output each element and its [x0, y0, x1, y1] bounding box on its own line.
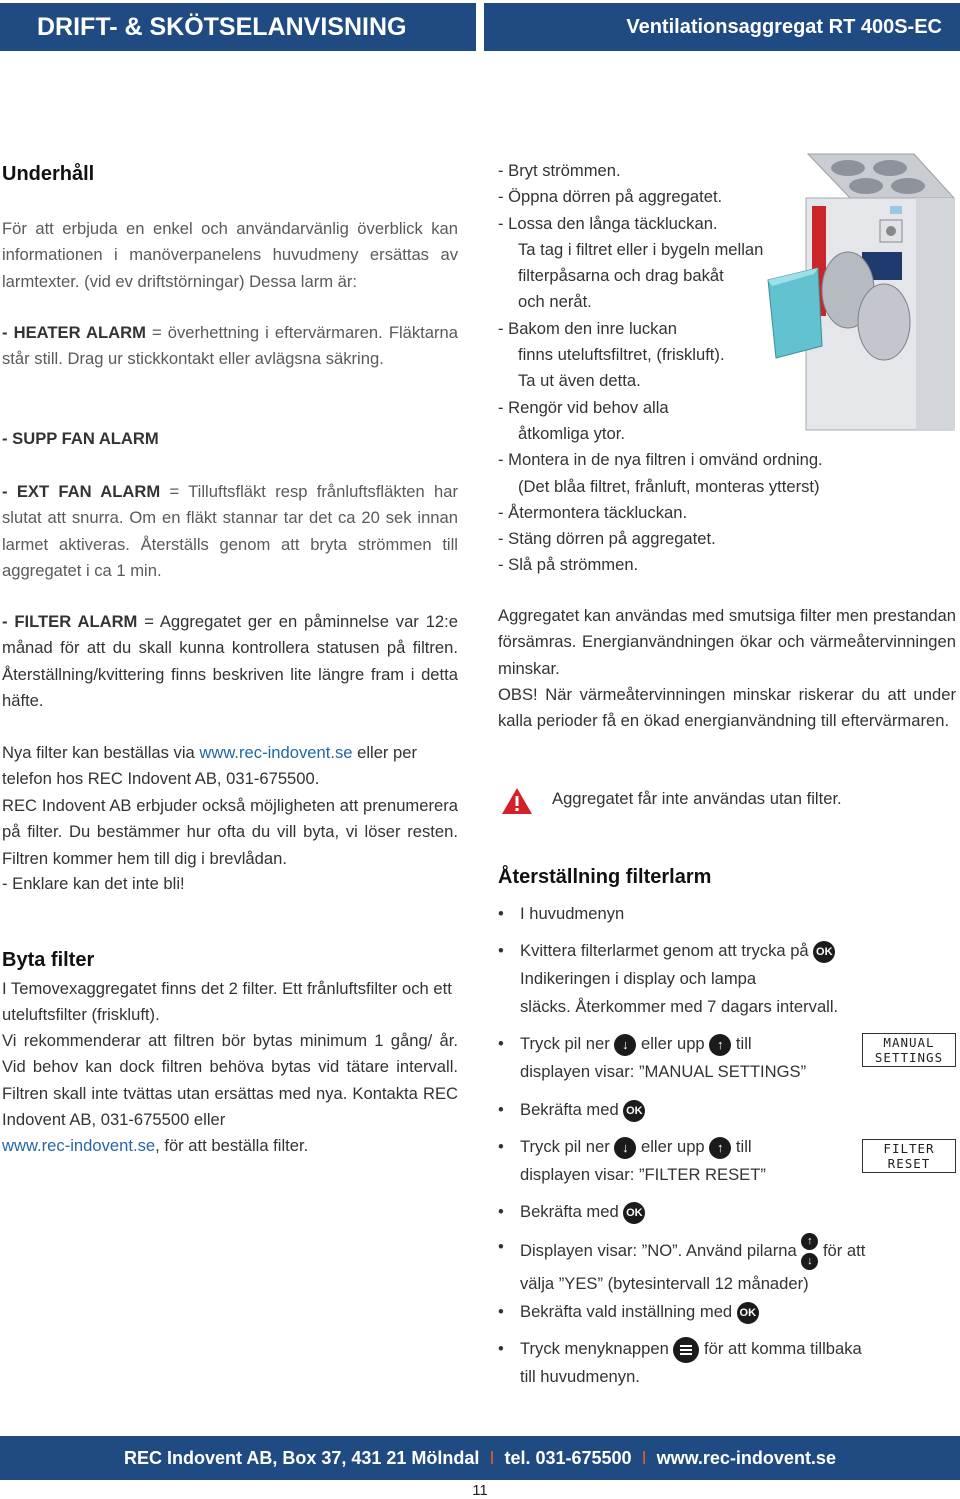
bullet-item	[498, 1198, 645, 1226]
ok-button-icon: OK	[813, 941, 835, 963]
warning-icon	[500, 786, 534, 816]
step: och neråt.	[518, 292, 592, 312]
bullet-item	[498, 1233, 865, 1298]
filter-alarm-desc: = Aggregatet ger en påminnelse var 12:e månad för att du skall kunna kontrollera statusen på filtren. Återställning/kvittering finns beskriven lite längre fram i detta häfte.	[2, 612, 458, 710]
step: finns uteluftsfiltret, (friskluft).	[518, 345, 725, 365]
rek-text: Vi rekommenderar att filtren bör bytas minimum 1 gång/ år. Vid behov kan dock filtren behöva bytas vid tätare intervall. Filtren skall inte tvättas utan ersättas med nya. Kontakta REC Indovent AB, 031-675500 eller	[2, 1031, 458, 1129]
bullet-text: Tryck menyknappen	[520, 1339, 669, 1358]
bullet-text: I huvudmenyn	[520, 904, 625, 923]
arrow-down-icon: ↓	[614, 1034, 636, 1056]
rekommendation-text	[2, 1028, 458, 1159]
bullet-text: eller upp	[641, 1137, 705, 1156]
bullet-text: till	[735, 1034, 752, 1053]
arrow-up-icon: ↑	[801, 1233, 818, 1250]
step: Ta tag i filtret eller i bygeln mellan	[518, 239, 764, 259]
bullet-text: Bekräfta med	[520, 1100, 619, 1119]
bullet-dot: •	[498, 1100, 504, 1119]
step: - Slå på strömmen.	[498, 555, 639, 575]
order-post: eller per telefon hos REC Indovent AB, 031-675500.	[2, 743, 418, 789]
heater-alarm-label: - HEATER ALARM	[2, 323, 146, 342]
bullet-text: Displayen visar: ”NO”. Använd pilarna	[520, 1240, 797, 1260]
lcd-line: FILTER	[883, 1141, 935, 1156]
bullet-text: displayen visar: ”MANUAL SETTINGS”	[520, 1062, 807, 1081]
lcd-line: SETTINGS	[874, 1050, 944, 1065]
bullet-text: Tryck pil ner	[520, 1137, 610, 1156]
bullet-text: Tryck pil ner	[520, 1034, 610, 1053]
order-text	[2, 740, 458, 793]
bullet-text: Bekräfta vald inställning med	[520, 1302, 733, 1321]
ext-fan-alarm-desc: = Tilluftsfläkt resp frånluftsfläkten har slutat att snurra. Om en fläkt stannar tar det ca 20 sek innan larmet aktiveras. Återställs genom att bryta strömmen till aggregatet i ca 1 min.	[2, 482, 458, 580]
step: - Rengör vid behov alla	[498, 397, 669, 417]
bullet-text: till huvudmenyn.	[520, 1367, 640, 1386]
bullet-text: eller upp	[641, 1034, 705, 1053]
warning-text: Aggregatet får inte användas utan filter.	[552, 789, 842, 808]
usage-text: Aggregatet kan användas med smutsiga filter men prestandan försämras. Energianvändningen ökar och värmeåtervinningen minskar.	[498, 606, 956, 678]
byta-filter-heading: Byta filter	[2, 949, 95, 971]
step: - Öppna dörren på aggregatet.	[498, 187, 723, 207]
step: - Lossa den långa täckluckan.	[498, 213, 718, 233]
bullet-dot: •	[498, 1034, 504, 1053]
header-right-title: Ventilationsaggregat RT 400S-EC	[484, 3, 960, 51]
bullet-item	[498, 1096, 645, 1124]
bullet-dot: •	[498, 941, 504, 960]
bullet-item	[498, 1133, 766, 1189]
ok-button-icon: OK	[623, 1100, 645, 1122]
bullet-item	[498, 937, 958, 1021]
step: (Det blåa filtret, frånluft, monteras ytterst)	[518, 476, 820, 496]
footer-separator: I	[641, 1447, 647, 1468]
bullet-dot: •	[498, 1202, 504, 1221]
menu-button-icon	[673, 1337, 699, 1363]
step: åtkomliga ytor.	[518, 423, 625, 443]
rek-link[interactable]: www.rec-indovent.se	[2, 1136, 156, 1156]
byta-filter-text: I Temovexaggregatet finns det 2 filter. Ett frånluftsfilter och ett uteluftsfilter (friskluft).	[2, 979, 452, 1025]
step: - Återmontera täckluckan.	[498, 502, 688, 522]
lcd-line: RESET	[887, 1156, 931, 1171]
bullet-text: Kvittera filterlarmet genom att trycka på	[520, 941, 809, 960]
ext-fan-alarm-label: - EXT FAN ALARM	[2, 482, 161, 501]
ext-fan-alarm-text	[2, 479, 458, 584]
page-number: 11	[472, 1482, 488, 1499]
lcd-filter-reset	[862, 1139, 956, 1173]
order-pre: Nya filter kan beställas via	[2, 743, 200, 762]
footer-company: REC Indovent AB, Box 37, 431 21 Mölndal	[124, 1447, 480, 1468]
arrow-down-icon: ↓	[801, 1253, 818, 1270]
footer-website[interactable]: www.rec-indovent.se	[656, 1447, 836, 1468]
rek-post: , för att beställa filter.	[155, 1136, 309, 1156]
footer-separator: I	[489, 1447, 495, 1468]
bullet-text: släcks. Återkommer med 7 dagars intervall.	[520, 997, 839, 1016]
bullet-dot: •	[498, 1302, 504, 1321]
bullet-text: för att komma tillbaka	[704, 1339, 862, 1358]
heater-alarm-text	[2, 320, 458, 373]
ok-button-icon: OK	[623, 1202, 645, 1224]
bullet-dot: •	[498, 1237, 504, 1256]
filter-alarm-text	[2, 609, 458, 714]
bullet-item	[498, 1335, 862, 1391]
bullet-text: displayen visar: ”FILTER RESET”	[520, 1165, 766, 1184]
bullet-text: Bekräfta med	[520, 1202, 619, 1221]
bullet-dot: •	[498, 1339, 504, 1358]
obs-text: OBS! När värmeåtervinningen minskar riskerar du att under kalla perioder få en ökad energianvändning till eftervärmaren.	[498, 685, 956, 731]
ventilation-unit-illustration	[762, 150, 958, 432]
prenumeration-text: REC Indovent AB erbjuder också möjligheten att prenumerera på filter. Du bestämmer hur ofta du vill byta, vi löser resten. Filtren kommer hem till dig i brevlådan.	[2, 796, 458, 868]
bullet-text: för att	[822, 1240, 866, 1260]
arrow-down-icon: ↓	[614, 1137, 636, 1159]
reset-heading: Återställning filterlarm	[498, 866, 712, 888]
bullet-text: välja ”YES” (bytesintervall 12 månader)	[520, 1274, 809, 1293]
bullet-item	[498, 900, 624, 928]
ok-button-icon: OK	[737, 1302, 759, 1324]
lcd-manual-settings	[862, 1033, 956, 1067]
arrow-up-icon: ↑	[709, 1137, 731, 1159]
step: - Stäng dörren på aggregatet.	[498, 529, 716, 549]
step: filterpåsarna och drag bakåt	[518, 266, 724, 286]
footer-phone: tel. 031-675500	[504, 1447, 632, 1468]
intro-text: För att erbjuda en enkel och användarvänlig överblick kan informationen i manöverpanelens huvudmeny ersättas av larmtexter. (vid ev driftstörningar) Dessa larm är:	[2, 219, 458, 291]
step: - Bryt strömmen.	[498, 161, 621, 180]
bullet-item	[498, 1030, 806, 1086]
enklare-text: - Enklare kan det inte bli!	[2, 874, 185, 893]
bullet-text: Indikeringen i display och lampa	[520, 969, 757, 988]
arrow-up-icon: ↑	[709, 1034, 731, 1056]
footer-bar	[0, 1436, 960, 1480]
step: - Montera in de nya filtren i omvänd ordning.	[498, 450, 823, 470]
bullet-dot: •	[498, 904, 504, 923]
bullet-text: till	[735, 1137, 752, 1156]
lcd-line: MANUAL	[883, 1035, 935, 1050]
filter-alarm-label: - FILTER ALARM	[2, 612, 138, 631]
supp-fan-alarm-label: - SUPP FAN ALARM	[2, 429, 159, 448]
order-link[interactable]: www.rec-indovent.se	[199, 743, 353, 762]
bullet-dot: •	[498, 1137, 504, 1156]
step: - Bakom den inre luckan	[498, 318, 677, 338]
header-left-title: DRIFT- & SKÖTSELANVISNING	[0, 3, 476, 51]
bullet-item	[498, 1298, 759, 1326]
step: Ta ut även detta.	[518, 371, 641, 391]
underhall-heading: Underhåll	[2, 163, 95, 185]
heater-alarm-desc: = överhettning i eftervärmaren. Fläktarna står still. Drag ur stickkontakt eller avlägsna säkring.	[2, 323, 458, 369]
